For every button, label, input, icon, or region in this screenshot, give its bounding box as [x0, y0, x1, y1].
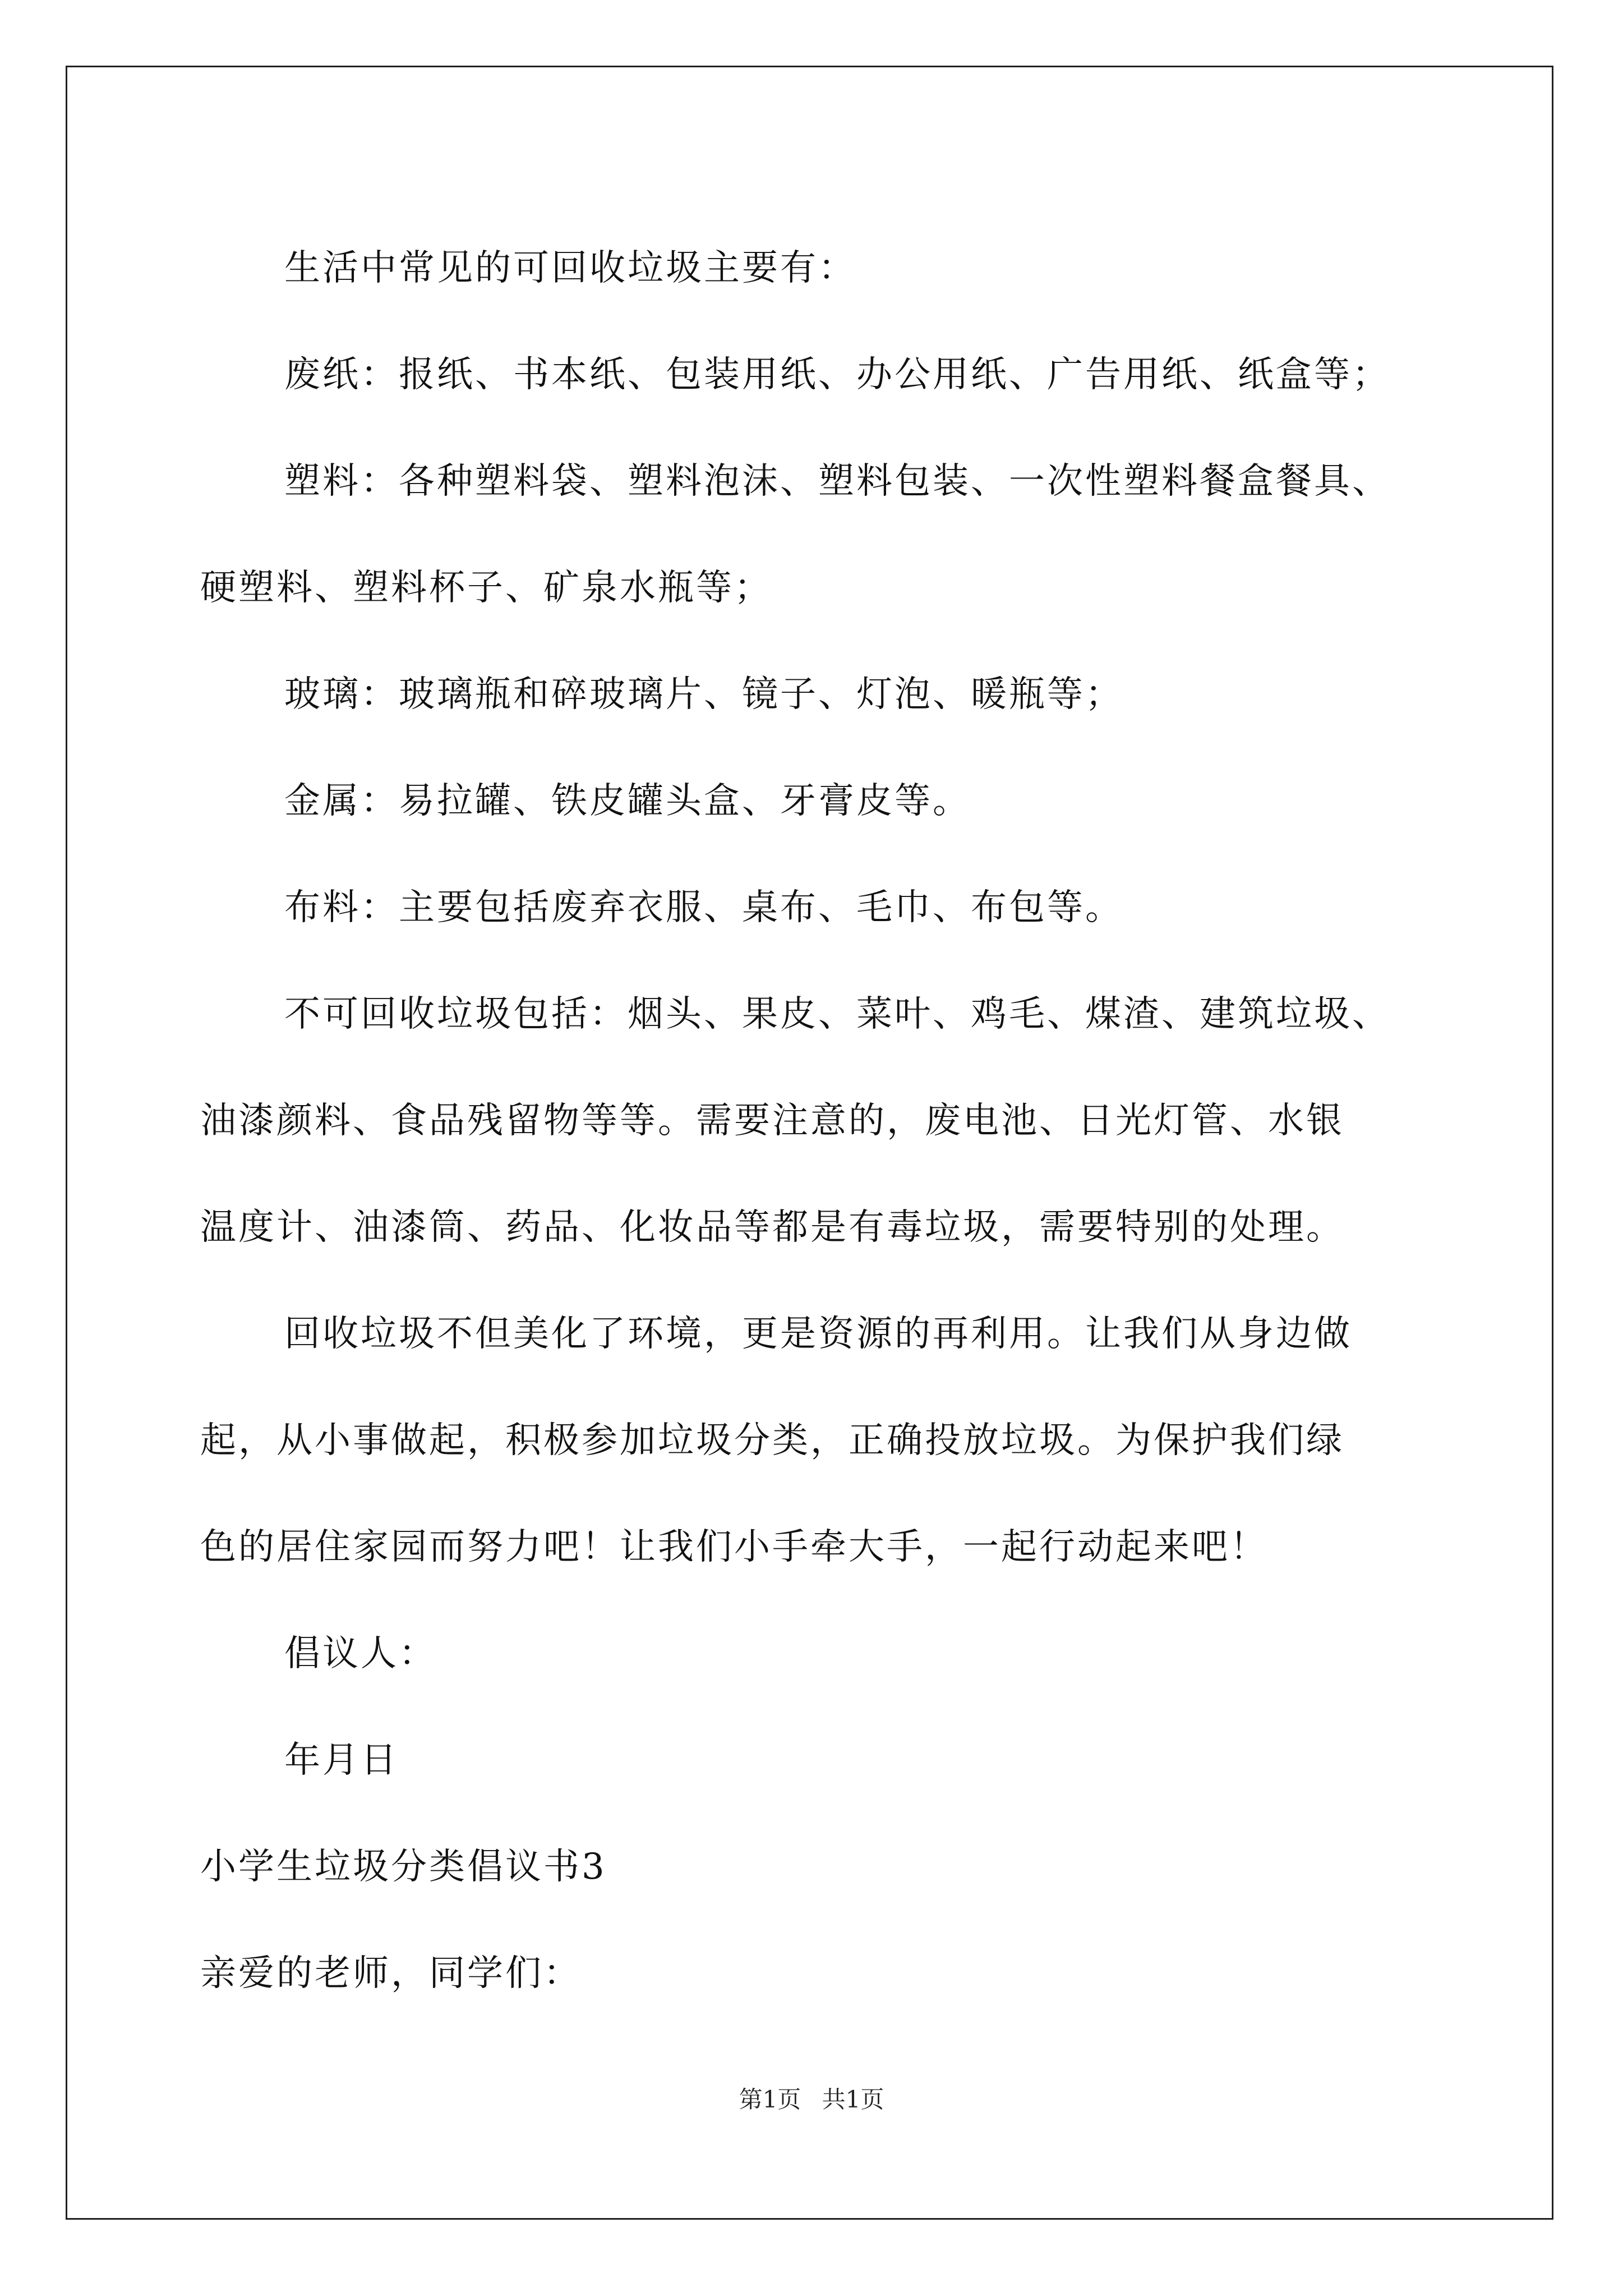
paragraph-line: 温度计、油漆筒、药品、化妆品等都是有毒垃圾，需要特别的处理。 [200, 1207, 1344, 1248]
section-title: 小学生垃圾分类倡议书3 [200, 1846, 607, 1888]
paragraph-line: 塑料：各种塑料袋、塑料泡沫、塑料包装、一次性塑料餐盒餐具、 [284, 461, 1390, 502]
paragraph-line: 废纸：报纸、书本纸、包装用纸、办公用纸、广告用纸、纸盒等； [284, 354, 1390, 395]
signature-label: 倡议人： [284, 1633, 437, 1674]
paragraph-line: 起，从小事做起，积极参加垃圾分类，正确投放垃圾。为保护我们绿 [200, 1420, 1344, 1461]
page-footer [0, 2081, 1623, 2115]
document-body [200, 215, 1477, 2027]
paragraph-line: 生活中常见的可回收垃圾主要有： [284, 247, 856, 289]
page-total: 共1页 [822, 2086, 884, 2113]
paragraph-line: 油漆颜料、食品残留物等等。需要注意的，废电池、日光灯管、水银 [200, 1100, 1344, 1142]
paragraph-line: 色的居住家园而努力吧！让我们小手牵大手，一起行动起来吧！ [200, 1526, 1268, 1568]
paragraph-line: 玻璃：玻璃瓶和碎玻璃片、镜子、灯泡、暖瓶等； [284, 674, 1123, 715]
paragraph-line: 金属：易拉罐、铁皮罐头盒、牙膏皮等。 [284, 780, 971, 822]
paragraph-line: 不可回收垃圾包括：烟头、果皮、菜叶、鸡毛、煤渣、建筑垃圾、 [284, 993, 1390, 1035]
paragraph-line: 布料：主要包括废弃衣服、桌布、毛巾、布包等。 [284, 887, 1123, 928]
salutation: 亲爱的老师，同学们： [200, 1953, 582, 1994]
paragraph-line: 硬塑料、塑料杯子、矿泉水瓶等； [200, 567, 772, 609]
paragraph-line: 回收垃圾不但美化了环境，更是资源的再利用。让我们从身边做 [284, 1313, 1352, 1355]
page-number: 第1页 [739, 2086, 801, 2113]
date-line: 年月日 [284, 1740, 399, 1781]
